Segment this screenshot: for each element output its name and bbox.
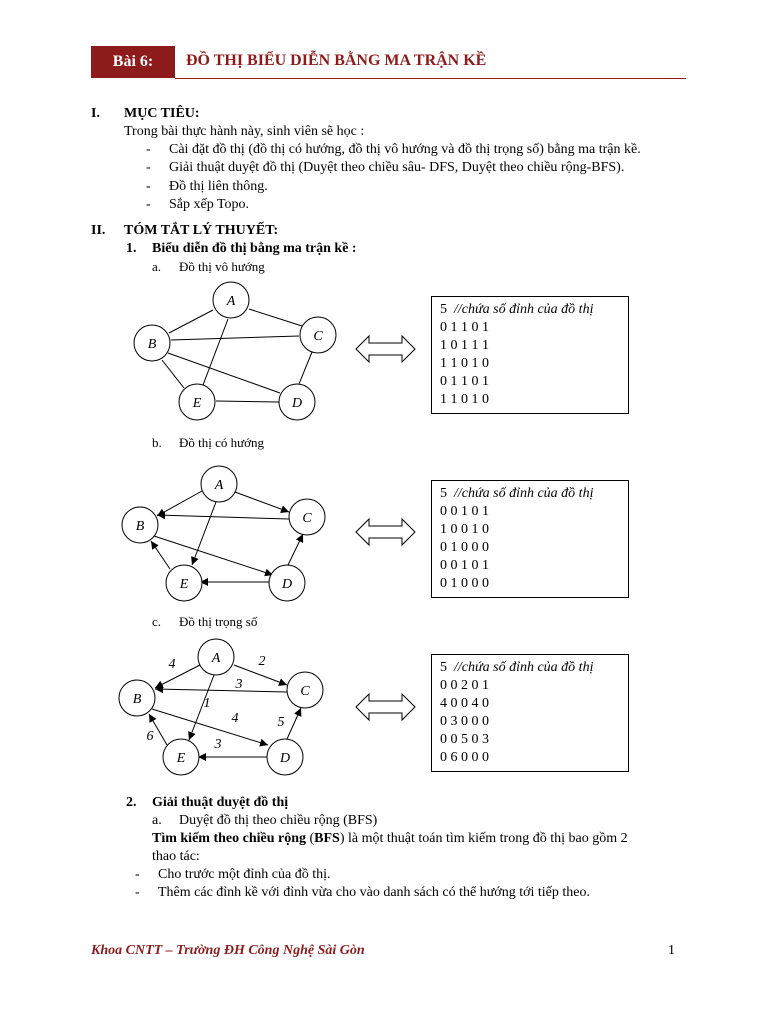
node-label: C xyxy=(313,329,323,344)
edge-a-b-arrow xyxy=(155,665,200,688)
node-label: E xyxy=(176,751,186,766)
matrix-row: 0 0 5 0 3 xyxy=(440,732,489,747)
matrix-row: 1 0 0 1 0 xyxy=(440,522,489,537)
node-label: B xyxy=(147,337,157,352)
double-arrow-icon xyxy=(356,694,415,720)
matrix-row: 1 1 0 1 0 xyxy=(440,392,489,407)
node-label: D xyxy=(291,396,303,411)
matrix-row: 0 0 1 0 1 xyxy=(440,558,489,573)
section1-intro: Trong bài thực hành này, sinh viên sẽ học : xyxy=(124,124,365,139)
graph-a-label: Đồ thị vô hướng xyxy=(179,259,265,274)
graph-a-letter: a. xyxy=(152,259,162,274)
section1-heading: MỤC TIÊU: xyxy=(124,106,200,121)
matrix-row: 0 1 1 0 1 xyxy=(440,320,489,335)
page-title: ĐỒ THỊ BIỂU DIỄN BẰNG MA TRẬN KỀ xyxy=(186,52,487,69)
node-label: D xyxy=(281,577,293,592)
matrix-row: 0 0 1 0 1 xyxy=(440,504,489,519)
sub1-number: 1. xyxy=(126,241,137,256)
objective-item: Sắp xếp Topo. xyxy=(169,197,250,212)
objective-item: Đồ thị liên thông. xyxy=(169,179,268,194)
lesson-label: Bài 6: xyxy=(91,46,175,78)
node-label: A xyxy=(211,651,221,666)
section2-number: II. xyxy=(91,223,106,238)
matrix-count: 5 xyxy=(440,660,447,675)
matrix-note: //chứa số đỉnh của đồ thị xyxy=(454,302,594,317)
sub2-heading: Giải thuật duyệt đồ thị xyxy=(152,795,289,810)
matrix-row: 4 0 0 4 0 xyxy=(440,696,489,711)
adjacency-matrix-c xyxy=(431,654,629,772)
graph-b-letter: b. xyxy=(152,435,162,450)
node-label: B xyxy=(135,519,145,534)
node-label: E xyxy=(179,577,189,592)
objective-item: Giải thuật duyệt đồ thị (Duyệt theo chiều sâu- DFS, Duyệt theo chiều rộng-BFS). xyxy=(169,160,625,175)
sub2-item-letter: a. xyxy=(152,813,162,828)
edge-weight: 4 xyxy=(231,711,239,726)
footer-institution: Khoa CNTT – Trường ĐH Công Nghệ Sài Gòn xyxy=(91,943,365,958)
graph-c-letter: c. xyxy=(152,614,162,629)
edge-b-d-arrow xyxy=(152,709,268,745)
matrix-count: 5 xyxy=(440,486,447,501)
sub2-item: Duyệt đồ thị theo chiều rộng (BFS) xyxy=(179,813,378,828)
edge-d-c-arrow xyxy=(287,708,301,739)
matrix-row: 1 0 1 1 1 xyxy=(440,338,489,353)
node-label: B xyxy=(132,692,142,707)
matrix-note: //chứa số đỉnh của đồ thị xyxy=(454,660,594,675)
section2-heading: TÓM TẮT LÝ THUYẾT: xyxy=(124,223,279,238)
node-label: A xyxy=(226,294,236,309)
node-label: C xyxy=(302,511,312,526)
bfs-step: Thêm các đỉnh kề với đỉnh vừa cho vào danh sách có thể hướng tới tiếp theo. xyxy=(158,885,590,900)
matrix-count: 5 xyxy=(440,302,447,317)
matrix-row: 0 1 1 0 1 xyxy=(440,374,489,389)
edge-c-b-arrow xyxy=(155,689,287,692)
bfs-step: Cho trước một đỉnh của đồ thị. xyxy=(158,867,331,882)
matrix-row: 0 1 0 0 0 xyxy=(440,576,489,591)
matrix-row: 0 1 0 0 0 xyxy=(440,540,489,555)
edge-weight: 4 xyxy=(168,657,176,672)
edge-weight: 6 xyxy=(146,729,154,744)
page-number: 1 xyxy=(668,943,675,958)
matrix-row: 1 1 0 1 0 xyxy=(440,356,489,371)
objective-item: Cài đặt đồ thị (đồ thị có hướng, đồ thị vô hướng và đồ thị trọng số) bằng ma trận kề. xyxy=(169,142,641,157)
node-label: D xyxy=(279,751,291,766)
graph-c-label: Đồ thị trọng số xyxy=(179,614,258,629)
matrix-row: 0 3 0 0 0 xyxy=(440,714,489,729)
sub1-heading: Biểu diễn đồ thị bằng ma trận kề : xyxy=(152,241,357,256)
matrix-row: 0 0 2 0 1 xyxy=(440,678,489,693)
edge-weight: 3 xyxy=(235,677,243,692)
bfs-paragraph: Tìm kiếm theo chiều rộng (BFS) là một thuật toán tìm kiếm trong đồ thị bao gồm 2 xyxy=(152,831,628,846)
graph-b-label: Đồ thị có hướng xyxy=(179,435,265,450)
section1-number: I. xyxy=(91,106,100,121)
matrix-row: 0 6 0 0 0 xyxy=(440,750,489,765)
edge-weight: 1 xyxy=(203,696,211,711)
bfs-paragraph-line2: thao tác: xyxy=(152,849,200,864)
node-label: A xyxy=(214,478,224,493)
edge-weight: 5 xyxy=(277,715,285,730)
matrix-note: //chứa số đỉnh của đồ thị xyxy=(454,486,594,501)
node-label: C xyxy=(300,684,310,699)
sub2-number: 2. xyxy=(126,795,137,810)
edge-weight: 2 xyxy=(258,654,266,669)
node-label: E xyxy=(192,396,202,411)
edge-weight: 3 xyxy=(214,737,222,752)
